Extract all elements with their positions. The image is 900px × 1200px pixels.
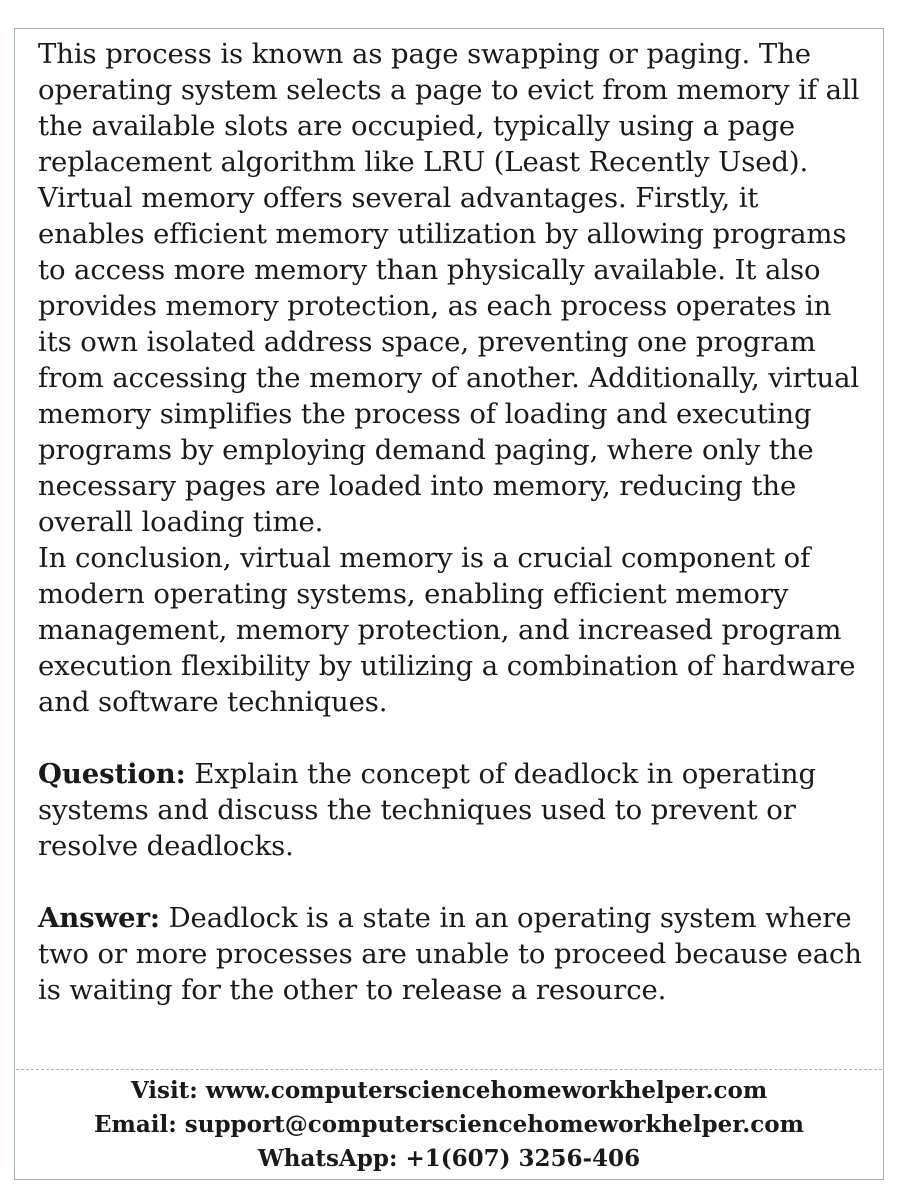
question-block xyxy=(38,756,868,864)
paragraph-advantages: Virtual memory offers several advantages. Firstly, it enables efficient memory utilization by allowing programs to access more memory than physically available. It also provides memory protection, as each process operates in its own isolated address space, preventing one program from accessing the memory of another. Additionally, virtual memory simplifies the process of loading and executing programs by employing demand paging, where only the necessary pages are loaded into memory, reducing the overall loading time. xyxy=(38,182,860,538)
paragraph-conclusion: In conclusion, virtual memory is a crucial component of modern operating systems, enabling efficient memory management, memory protection, and increased program execution flexibility by utilizing a combination of hardware and software techniques. xyxy=(38,542,856,718)
contact-footer xyxy=(16,1069,882,1179)
visit-link[interactable]: Visit: www.computersciencehomeworkhelper.com xyxy=(130,1077,768,1104)
question-label: Question: xyxy=(38,758,186,790)
whatsapp-number: WhatsApp: +1(607) 3256-406 xyxy=(257,1145,641,1172)
spacer xyxy=(38,864,868,900)
answer-label: Answer: xyxy=(38,902,160,934)
document-body xyxy=(38,36,868,1008)
answer-block xyxy=(38,900,868,1008)
answer-text: Deadlock is a state in an operating system where two or more processes are unable to proceed because each is waiting for the other to release a resource. xyxy=(38,902,862,1006)
paragraph-paging: This process is known as page swapping or paging. The operating system selects a page to evict from memory if all the available slots are occupied, typically using a page replacement algorithm like LRU (Least Recently Used). xyxy=(38,38,860,178)
spacer xyxy=(38,720,868,756)
email-link[interactable]: Email: support@computersciencehomeworkhelper.com xyxy=(94,1111,804,1138)
question-text: Explain the concept of deadlock in operating systems and discuss the techniques used to prevent or resolve deadlocks. xyxy=(38,758,816,862)
